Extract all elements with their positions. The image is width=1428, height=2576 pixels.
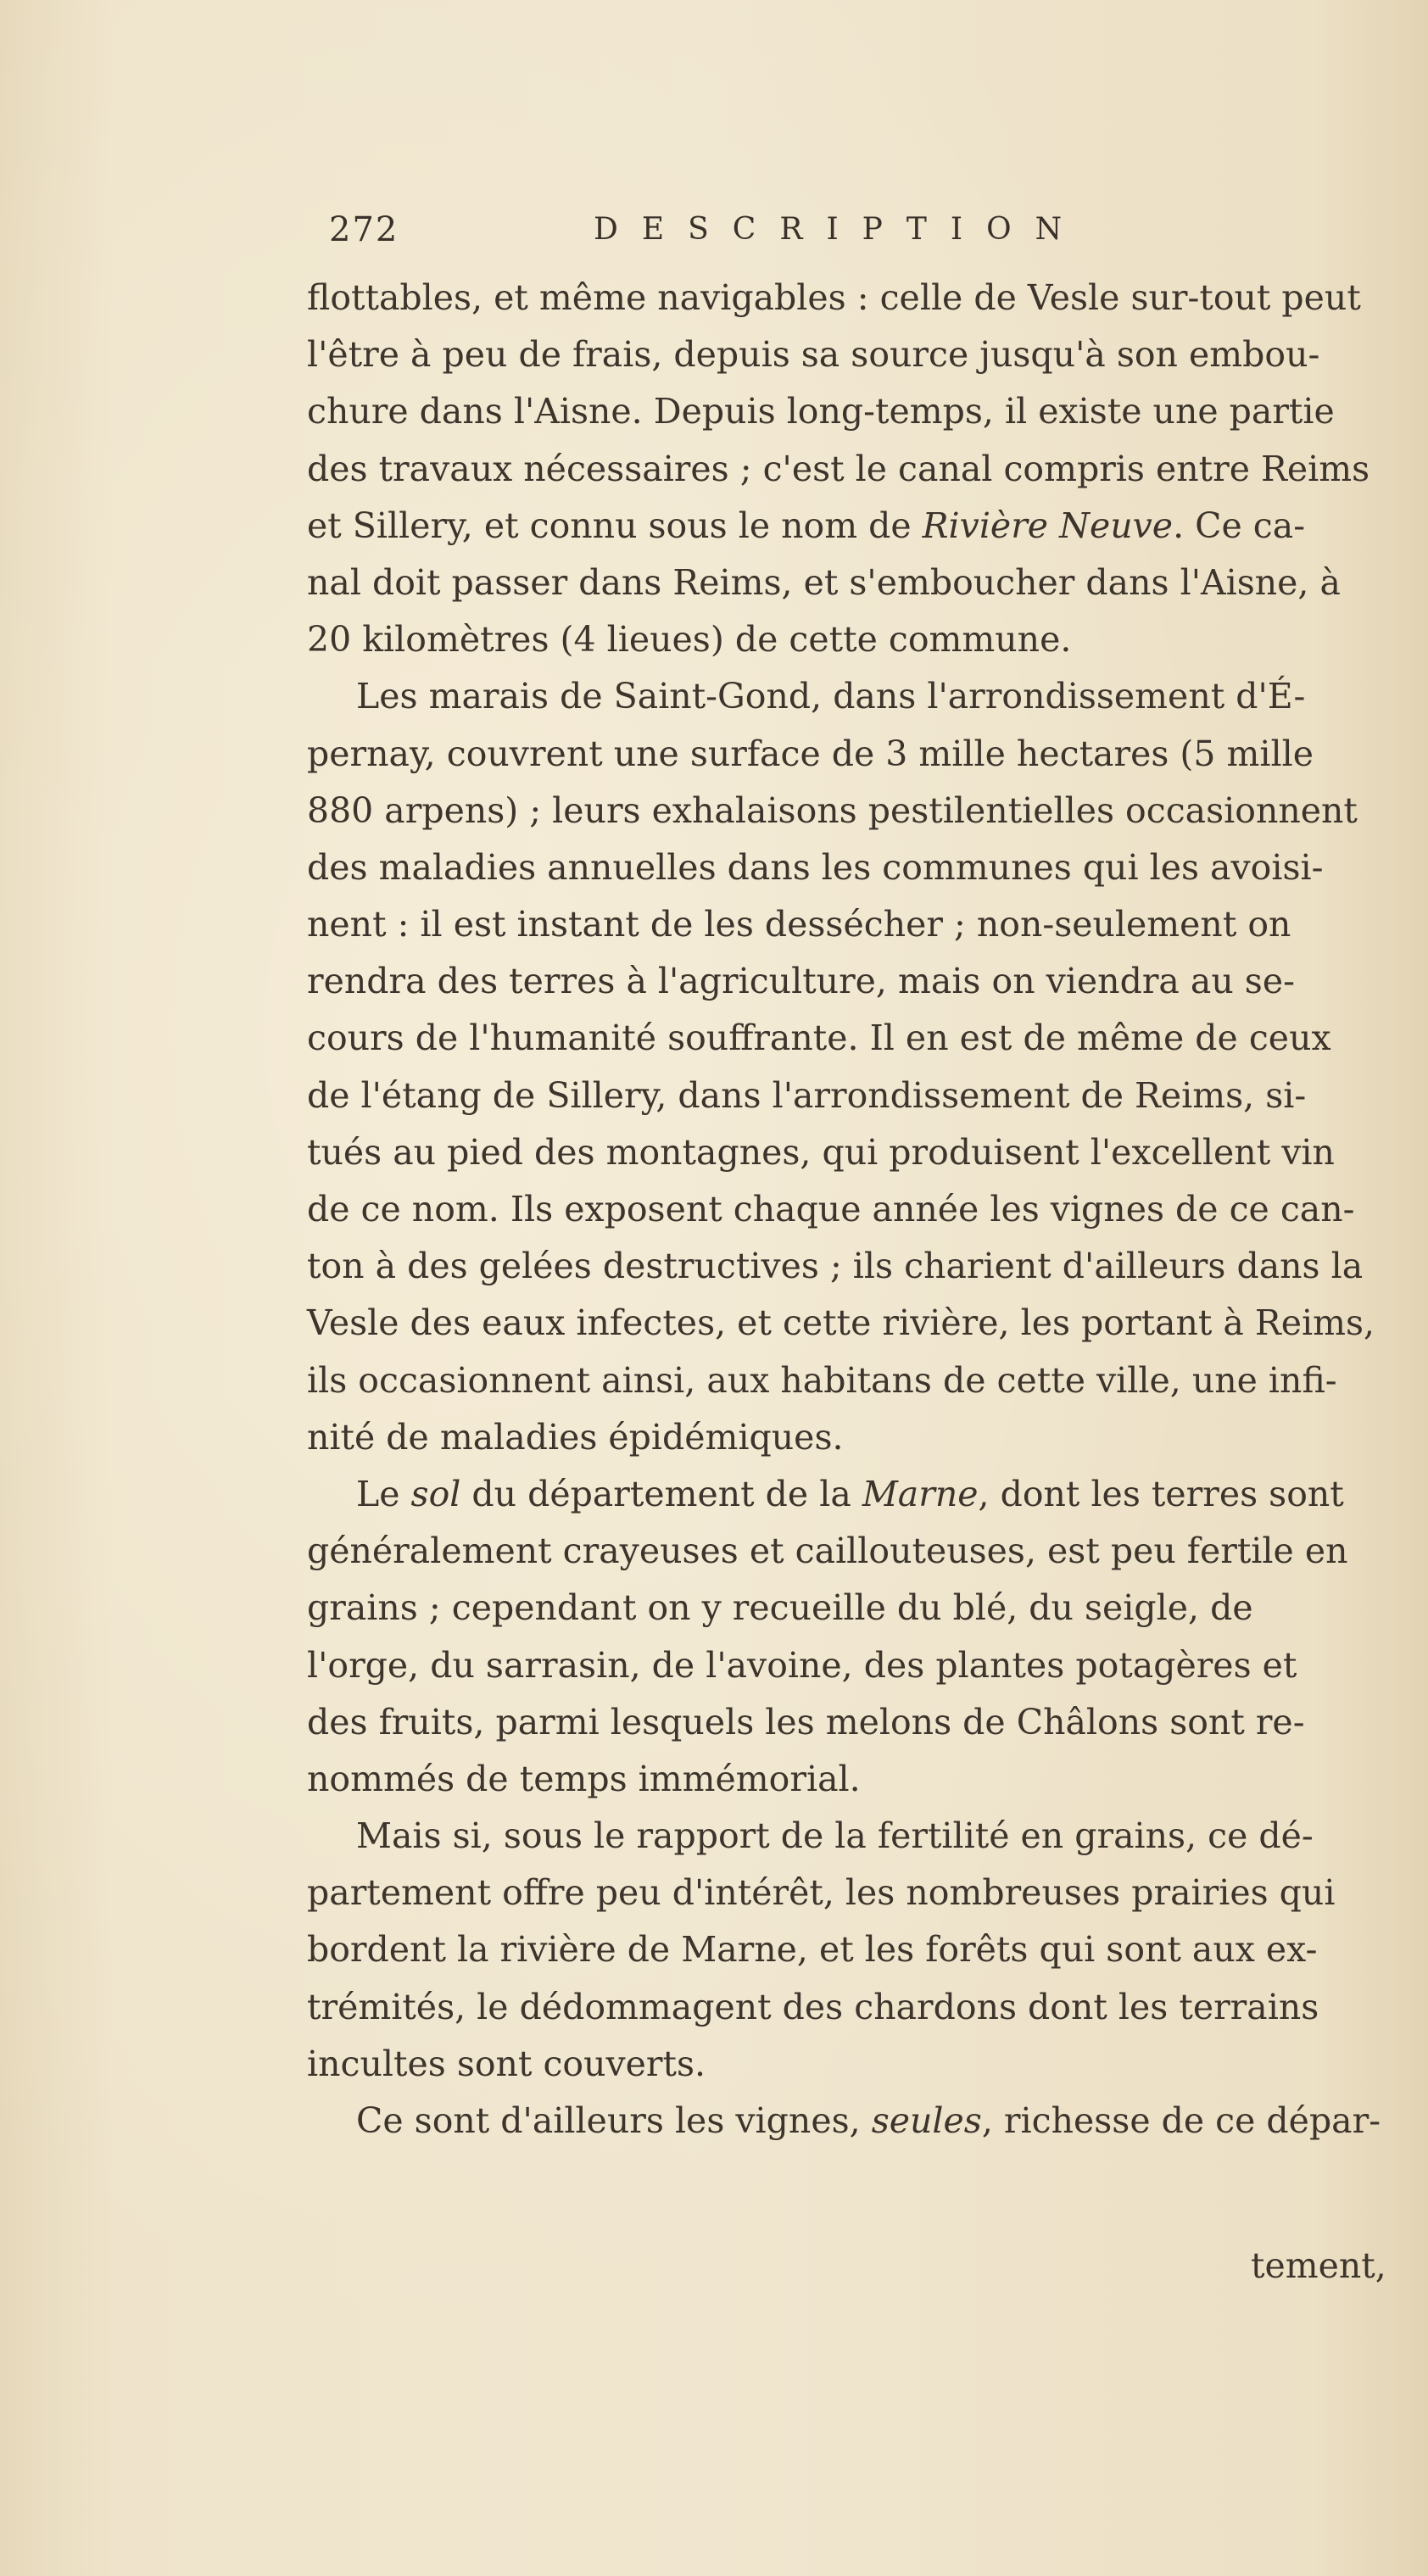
- line-text: l'orge, du sarrasin, de l'avoine, des plantes potagères et: [307, 1644, 1297, 1686]
- line-text: Le: [356, 1473, 411, 1514]
- italic-text: Rivière Neuve: [922, 505, 1174, 546]
- line-text: 20 kilomètres (4 lieues) de cette commune.: [307, 619, 1072, 661]
- line-text: nité de maladies épidémiques.: [307, 1416, 844, 1458]
- page-number: 272: [329, 210, 399, 249]
- line-text: généralement crayeuses et caillouteuses, est peu fertile en: [307, 1531, 1348, 1572]
- text-line: [307, 1295, 1401, 1352]
- line-text: chure dans l'Aisne. Depuis long-temps, il existe une partie: [307, 391, 1335, 432]
- text-line: [307, 839, 1401, 896]
- text-line: [307, 2036, 1401, 2093]
- body-text: [307, 270, 1401, 2149]
- text-line: [307, 1238, 1401, 1295]
- line-text: , richesse de ce dépar-: [981, 2100, 1381, 2141]
- text-line: [307, 498, 1401, 555]
- text-line: [307, 1010, 1401, 1067]
- text-line: [307, 1865, 1401, 1921]
- line-text: Mais si, sous le rapport de la fertilité en grains, ce dé-: [356, 1815, 1314, 1857]
- text-line: [307, 1921, 1401, 1978]
- line-text: de ce nom. Ils exposent chaque année les vignes de ce can-: [307, 1189, 1355, 1229]
- text-line: [307, 2093, 1401, 2149]
- line-text: et Sillery, et connu sous le nom de: [307, 505, 923, 546]
- text-line: [307, 726, 1401, 783]
- line-text: . Ce ca-: [1173, 505, 1306, 546]
- line-text: pernay, couvrent une surface de 3 mille hectares (5 mille: [307, 733, 1314, 774]
- line-text: de l'étang de Sillery, dans l'arrondissement de Reims, si-: [307, 1074, 1307, 1116]
- line-text: Les marais de Saint-Gond, dans l'arrondissement d'É-: [356, 676, 1306, 717]
- text-line: [307, 1181, 1401, 1238]
- line-text: ils occasionnent ainsi, aux habitans de cette ville, une infi-: [307, 1359, 1337, 1401]
- line-text: trémités, le dédommagent des chardons dont les terrains: [307, 1986, 1319, 2027]
- text-line: [307, 783, 1401, 839]
- text-line: [307, 383, 1401, 440]
- text-line: [307, 270, 1401, 326]
- line-text: nommés de temps immémorial.: [307, 1758, 861, 1799]
- line-text: Vesle des eaux infectes, et cette rivière, les portant à Reims,: [307, 1302, 1375, 1344]
- catchword-line: tement,: [1251, 2245, 1386, 2286]
- text-line: [307, 1637, 1401, 1694]
- text-line: [307, 1068, 1401, 1124]
- text-line: [307, 1409, 1401, 1466]
- text-line: [307, 1124, 1401, 1181]
- text-line: [307, 1979, 1401, 2036]
- italic-text: sol: [410, 1473, 461, 1514]
- line-text: des maladies annuelles dans les communes qui les avoisi-: [307, 846, 1324, 888]
- text-line: [307, 555, 1401, 611]
- line-text: rendra des terres à l'agriculture, mais on viendra au se-: [307, 961, 1295, 1002]
- line-text: 880 arpens) ; leurs exhalaisons pestilentielles occasionnent: [307, 789, 1358, 831]
- line-text: ton à des gelées destructives ; ils charient d'ailleurs dans la: [307, 1246, 1364, 1287]
- line-text: tués au pied des montagnes, qui produisent l'excellent vin: [307, 1131, 1335, 1173]
- text-line: [307, 1466, 1401, 1523]
- line-text: flottables, et même navigables : celle de Vesle sur-tout peut: [307, 277, 1361, 318]
- italic-text: seules: [871, 2100, 982, 2141]
- line-text: du département de la: [460, 1473, 862, 1514]
- text-line: [307, 326, 1401, 383]
- text-line: [307, 441, 1401, 498]
- italic-text: Marne: [862, 1473, 979, 1514]
- text-line: [307, 611, 1401, 668]
- line-text: grains ; cependant on y recueille du blé, du seigle, de: [307, 1587, 1253, 1629]
- running-head-title: DESCRIPTION: [594, 212, 1086, 247]
- line-text: nent : il est instant de les dessécher ; non-seulement on: [307, 904, 1291, 945]
- text-line: [307, 1751, 1401, 1808]
- line-text: , dont les terres sont: [978, 1473, 1344, 1514]
- text-line: [307, 1808, 1401, 1865]
- line-text: nal doit passer dans Reims, et s'emboucher dans l'Aisne, à: [307, 561, 1341, 603]
- line-text: cours de l'humanité souffrante. Il en est de même de ceux: [307, 1018, 1331, 1059]
- line-text: incultes sont couverts.: [307, 2043, 706, 2084]
- text-line: [307, 1580, 1401, 1636]
- line-text: partement offre peu d'intérêt, les nombreuses prairies qui: [307, 1872, 1336, 1914]
- line-text: des travaux nécessaires ; c'est le canal compris entre Reims: [307, 448, 1370, 489]
- text-line: [307, 1352, 1401, 1409]
- text-line: [307, 1523, 1401, 1580]
- running-head: [329, 210, 1177, 261]
- text-line: [307, 668, 1401, 725]
- line-text: des fruits, parmi lesquels les melons de Châlons sont re-: [307, 1701, 1305, 1742]
- text-line: [307, 953, 1401, 1010]
- line-text: Ce sont d'ailleurs les vignes,: [356, 2100, 872, 2141]
- line-text: bordent la rivière de Marne, et les forêts qui sont aux ex-: [307, 1929, 1318, 1971]
- text-line: [307, 896, 1401, 953]
- line-text: l'être à peu de frais, depuis sa source jusqu'à son embou-: [307, 334, 1320, 376]
- text-line: [307, 1694, 1401, 1751]
